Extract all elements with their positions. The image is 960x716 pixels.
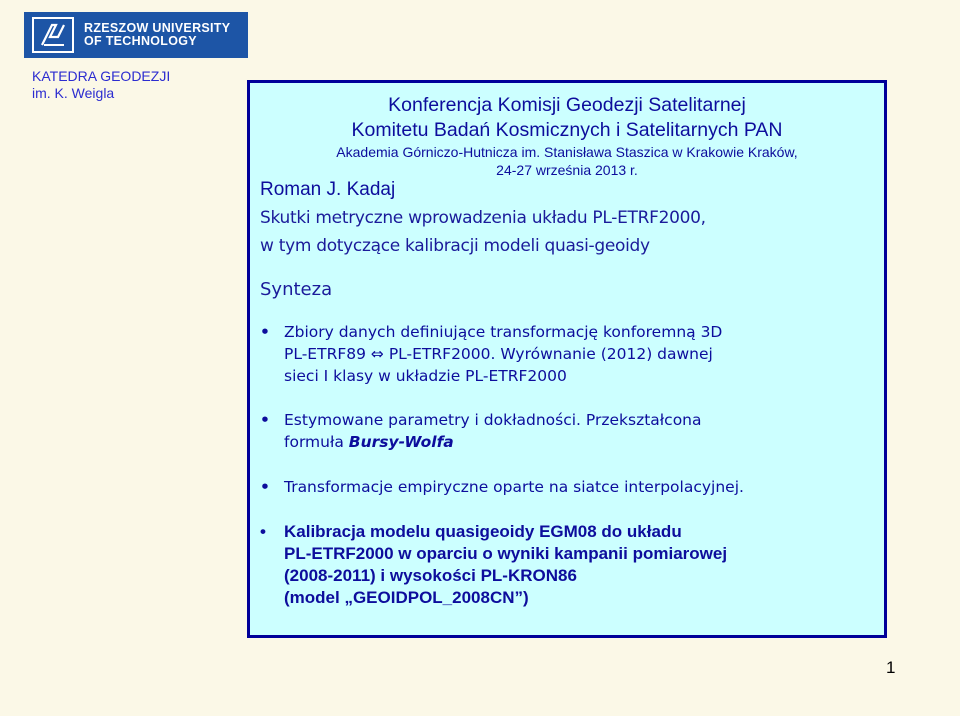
bullet-1-line-2: PL-ETRF89 ⇔ PL-ETRF2000. Wyrównanie (2012) dawnej	[284, 345, 713, 363]
bullet-1-line-3: sieci I klasy w układzie PL-ETRF2000	[284, 367, 567, 385]
department-subtitle: im. K. Weigla	[32, 85, 115, 101]
venue-line-2: 24-27 września 2013 r.	[496, 162, 638, 178]
section-heading: Synteza	[260, 279, 333, 300]
bullet-item	[260, 476, 860, 498]
title-line-2: w tym dotyczące kalibracji modeli quasi-geoidy	[260, 236, 650, 256]
content-panel	[247, 80, 887, 638]
presentation-title	[260, 204, 860, 260]
department-label	[32, 68, 170, 102]
title-line-1: Skutki metryczne wprowadzenia układu PL-ETRF2000,	[260, 208, 706, 228]
page-number: 1	[886, 658, 896, 677]
conference-line-1: Konferencja Komisji Geodezji Satelitarnej	[388, 94, 746, 116]
bullet-item	[260, 321, 860, 387]
conference-venue	[250, 143, 884, 179]
bullet-2-line-2	[284, 431, 702, 453]
bullet-icon: •	[260, 411, 270, 429]
department-name: KATEDRA GEODEZJI	[32, 68, 171, 84]
university-logo	[24, 12, 248, 58]
conference-line-2: Komitetu Badań Kosmicznych i Satelitarnych PAN	[351, 119, 783, 141]
bullet-4-line-2: PL-ETRF2000 w oparciu o wyniki kampanii pomiarowej	[284, 544, 728, 563]
bullet-item	[260, 521, 860, 609]
venue-line-1: Akademia Górniczo-Hutnicza im. Stanisława Staszica w Krakowie Kraków,	[336, 144, 798, 160]
bullet-2-line-2-text: formuła	[284, 433, 349, 451]
conference-title	[250, 93, 884, 143]
bullet-4-line-3: (2008-2011) i wysokości PL-KRON86	[284, 566, 577, 585]
bullet-item	[260, 409, 860, 453]
logo-emblem-icon	[32, 17, 74, 53]
bullet-icon: •	[260, 478, 270, 496]
bullet-icon: •	[260, 323, 270, 341]
bullet-4-line-4: (model „GEOIDPOL_2008CN”)	[284, 588, 529, 607]
logo-text-line1: RZESZOW UNIVERSITY	[84, 21, 231, 35]
bullet-2-line-1: Estymowane parametry i dokładności. Przekształcona	[284, 411, 702, 429]
bullet-2-emphasis: Bursy-Wolfa	[348, 433, 454, 451]
bullet-3-line-1: Transformacje empiryczne oparte na siatce interpolacyjnej.	[284, 478, 744, 496]
bullet-1-line-1: Zbiory danych definiujące transformację konforemną 3D	[284, 323, 723, 341]
author-name: Roman J. Kadaj	[260, 179, 396, 200]
bullet-icon: •	[260, 522, 266, 541]
logo-text-line2: OF TECHNOLOGY	[84, 34, 197, 48]
bullet-4-line-1: Kalibracja modelu quasigeoidy EGM08 do układu	[284, 522, 682, 541]
